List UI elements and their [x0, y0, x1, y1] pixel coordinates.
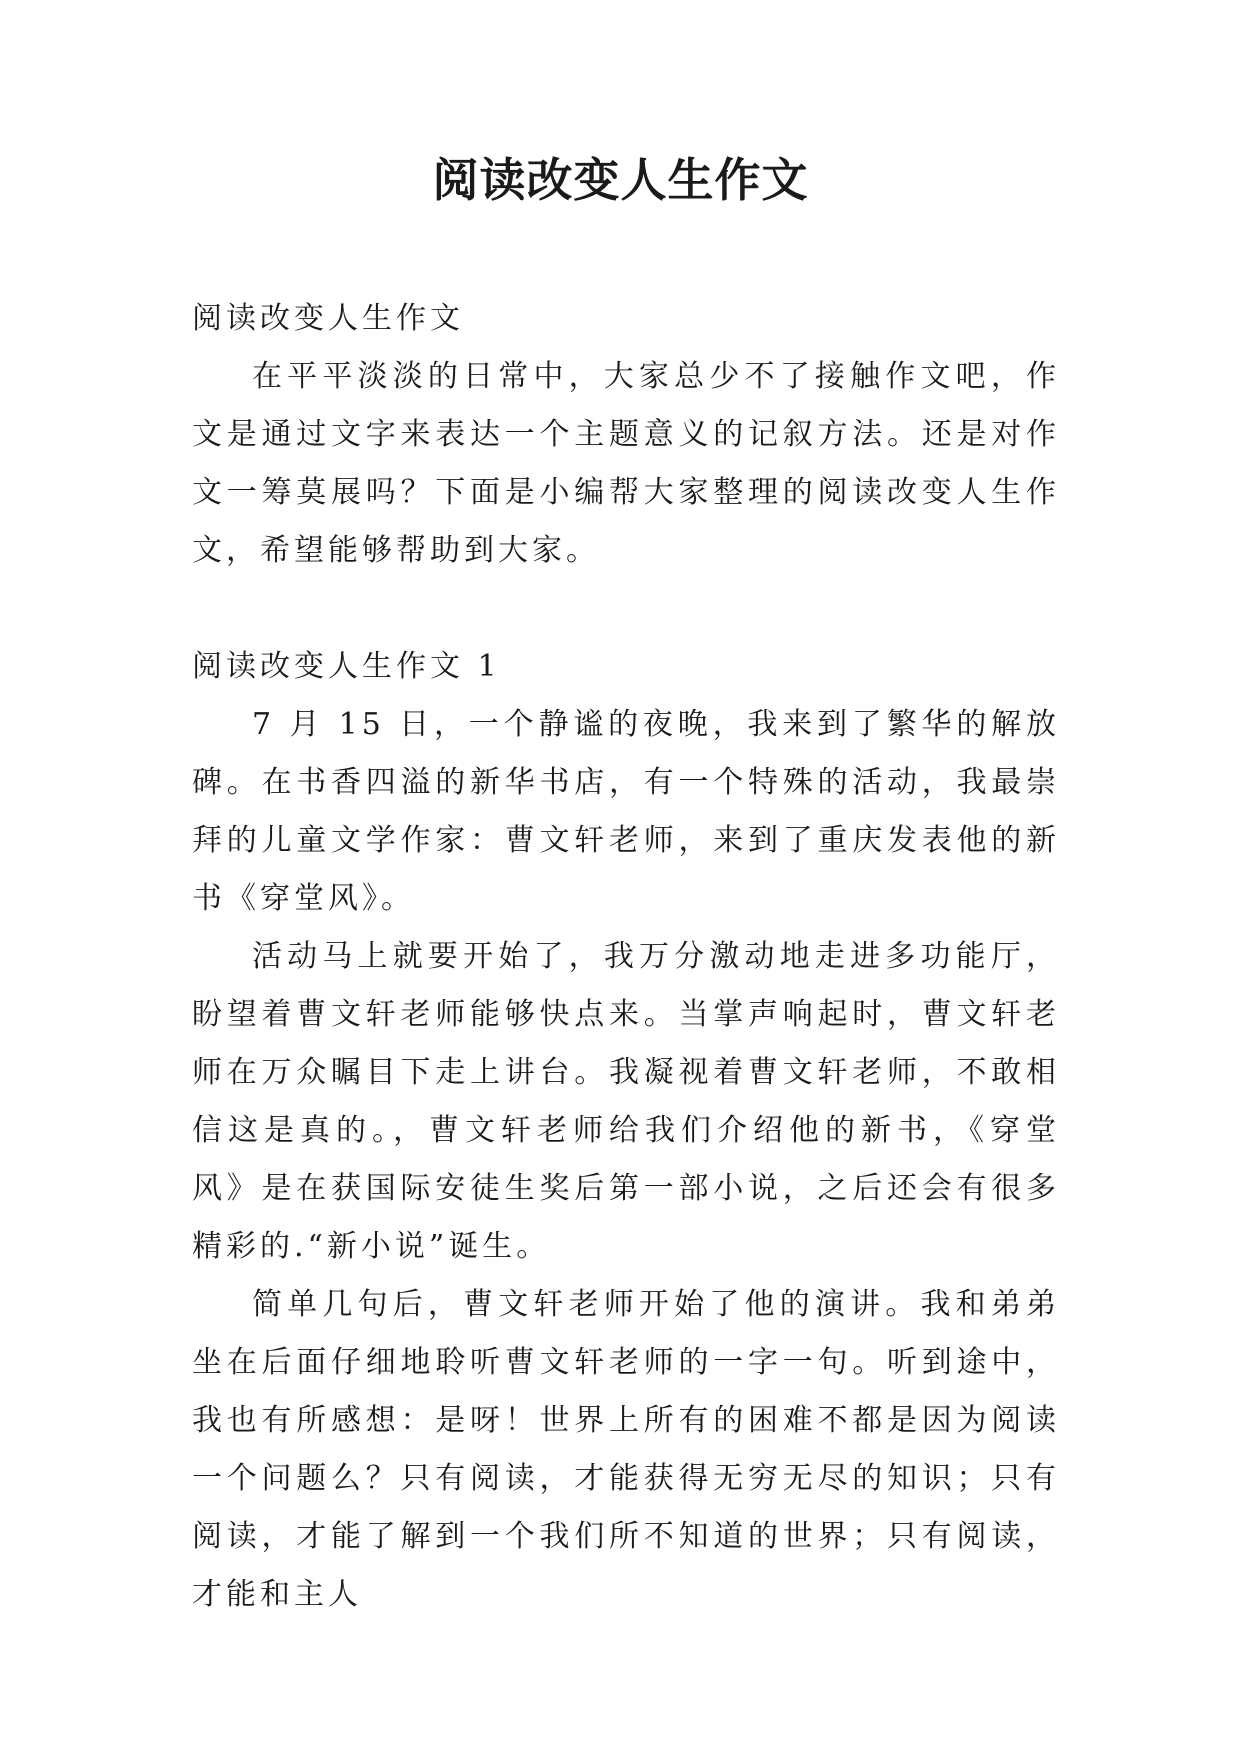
section-spacer: [192, 580, 1060, 638]
essay1-paragraph-3: 简单几句后，曹文轩老师开始了他的演讲。我和弟弟坐在后面仔细地聆听曹文轩老师的一字一句。听到途中，我也有所感想：是呀！世界上所有的困难不都是因为阅读一个问题么？只有阅读，才能获得无穷无尽的知识；只有阅读，才能了解到一个我们所不知道的世界；只有阅读，才能和主人: [192, 1287, 1060, 1612]
intro-paragraph: 在平平淡淡的日常中，大家总少不了接触作文吧，作文是通过文字来表达一个主题意义的记叙方法。还是对作文一筹莫展吗？下面是小编帮大家整理的阅读改变人生作文，希望能够帮助到大家。: [192, 359, 1060, 568]
essay1-paragraph-2: 活动马上就要开始了，我万分激动地走进多功能厅，盼望着曹文轩老师能够快点来。当掌声响起时，曹文轩老师在万众瞩目下走上讲台。我凝视着曹文轩老师，不敢相信这是真的。，曹文轩老师给我们介绍他的新书，《穿堂风》是在获国际安徒生奖后第一部小说，之后还会有很多精彩的.“新小说”诞生。: [192, 939, 1060, 1264]
intro-heading: 阅读改变人生作文: [192, 301, 464, 336]
essay1-paragraph-1: 7 月 15 日，一个静谧的夜晚，我来到了繁华的解放碑。在书香四溢的新华书店，有一个特殊的活动，我最崇拜的儿童文学作家：曹文轩老师，来到了重庆发表他的新书《穿堂风》。: [192, 707, 1060, 916]
essay1-heading: 阅读改变人生作文 1: [192, 649, 501, 684]
document-body: [192, 290, 1060, 1624]
document-title: 阅读改变人生作文: [432, 153, 809, 207]
